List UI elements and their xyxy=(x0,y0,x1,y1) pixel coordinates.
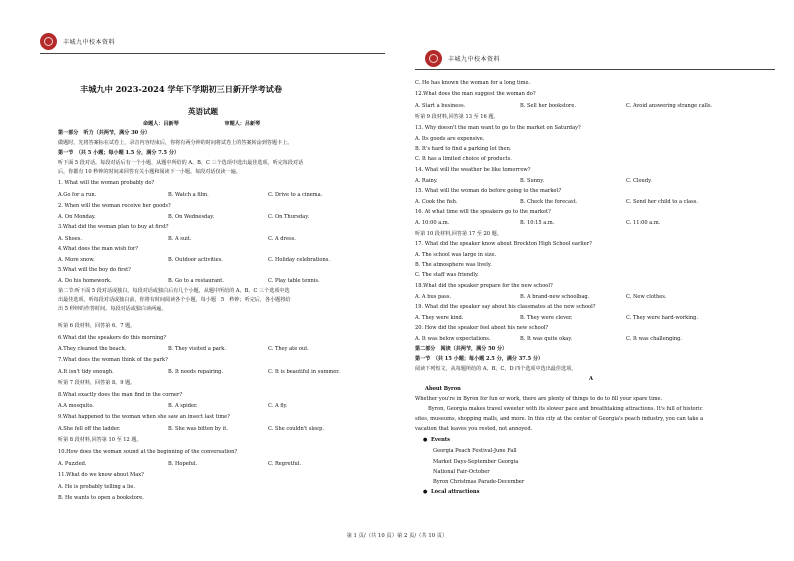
option-b: B. A spider. xyxy=(168,403,198,409)
events-heading xyxy=(423,437,450,443)
page-header xyxy=(40,31,115,51)
part-heading: 第一部分 听力（共两节，满分 30 分） xyxy=(58,130,151,136)
option-b: B. He wants to open a bookstore. xyxy=(58,495,144,501)
page-footer: 第 1 页/（共 10 页）第 2 页/（共 10 页） xyxy=(346,533,448,539)
option-b: B. Sunny. xyxy=(520,178,545,184)
option-a: A.She fell off the ladder. xyxy=(58,426,121,432)
question: 11.What do we know about Max? xyxy=(58,472,144,478)
option-a: A. 10:00 a.m. xyxy=(415,220,450,226)
option-a: A.They cleaned the beach. xyxy=(58,346,127,352)
instructions: 第二节:听下面 5 段对话或独白。每段对话或独白后有几个小题，从题中所给的 A、B、C 三个选项中选 xyxy=(58,288,290,294)
events-label: Events xyxy=(431,437,451,443)
question: 19. What did the speaker say about his classmates at the new school? xyxy=(415,304,596,310)
question: 8.What exactly does the man find in the corner? xyxy=(58,392,183,398)
option-b: B. They visited a park. xyxy=(168,346,226,352)
question: 6.What did the speakers do this morning? xyxy=(58,335,167,341)
option-c: C. Regretful. xyxy=(268,461,301,467)
page-header xyxy=(425,48,500,68)
option-b: B. It was quite okay. xyxy=(520,336,573,342)
option-c: C. Cloudy. xyxy=(626,178,652,184)
option-c: C. It is beautiful in summer. xyxy=(268,369,340,375)
option-b: B. Go to a restaurant. xyxy=(168,278,224,284)
option-a: A.It isn't tidy enough. xyxy=(58,369,114,375)
option-b: B. The atmosphere was lively. xyxy=(415,262,492,268)
attractions-label: Local attractions xyxy=(431,489,480,495)
question: 16. At what time will the speakers go to the market? xyxy=(415,209,551,215)
question: 5.What will the boy do first? xyxy=(58,267,131,273)
paragraph: sites, museums, shopping malls, and more. In this city at the center of Georgia's peach industry, you can take a xyxy=(415,416,704,422)
question: 3.What did the woman plan to buy at first? xyxy=(58,224,169,230)
option-c: C. Play table tennis. xyxy=(268,278,320,284)
instructions: 听下面 5 段对话。每段对话后有一个小题，从题中所给的 A、B、C 三个选项中选出最佳选项。听完每段对话 xyxy=(58,160,304,166)
option-a: A. On Monday. xyxy=(58,214,96,220)
header-text: 丰城九中校本资料 xyxy=(448,55,501,63)
question: 14. What will the weather be like tomorrow? xyxy=(415,167,531,173)
option-b: B. It needs repairing. xyxy=(168,369,224,375)
option-a: A. Cook the fish. xyxy=(415,199,458,205)
option-c: C. On Thursday. xyxy=(268,214,310,220)
material-note: 听第 10 段材料,回答第 17 至 20 题。 xyxy=(415,231,502,237)
section-heading: 第一节 （共 5 小题；每小题 1.5 分，满分 7.5 分） xyxy=(58,150,180,156)
option-b: B. She was bitten by it. xyxy=(168,426,228,432)
attractions-heading xyxy=(423,489,479,495)
option-c: C. Avoid answering strange calls. xyxy=(626,103,713,109)
option-b: B. Hopeful. xyxy=(168,461,198,467)
header-rule xyxy=(40,53,385,54)
event-item: Georgia Peach Festival-June Fall xyxy=(433,448,517,454)
exam-title: 丰城九中 2023-2024 学年下学期初三日新开学考试卷 xyxy=(80,84,283,94)
option-c: C. Send her child to a class. xyxy=(626,199,698,205)
option-a: A. They were kind. xyxy=(415,315,464,321)
bullet-icon: ● xyxy=(423,489,428,495)
question: 12.What does the man suggest the woman do? xyxy=(415,91,536,97)
part-heading: 第二部分 阅读（共两节，满分 50 分） xyxy=(415,346,508,352)
option-b: B. A brand-new schoolbag. xyxy=(520,294,590,300)
question: 13. Why doesn't the man want to go to the market on Saturday? xyxy=(415,125,581,131)
option-a: A. The school was large in size. xyxy=(415,252,497,258)
option-b: B. They were clever. xyxy=(520,315,573,321)
instructions: 做题时，先将答案标在试卷上，录音内容结束后，你将有两分钟的时间将试卷上的答案转涂到答题卡上。 xyxy=(58,140,293,146)
option-b: B. It's hard to find a parking lot then. xyxy=(415,146,512,152)
option-a: A. It was below expectations. xyxy=(415,336,491,342)
option-c: C. It was challenging. xyxy=(626,336,683,342)
option-a: A. More snow. xyxy=(58,257,95,263)
event-item: Market Days-September Georgia xyxy=(433,459,519,465)
option-b: B. 10:15 a.m. xyxy=(520,220,555,226)
option-b: B. A suit. xyxy=(168,236,192,242)
question: 20. How did the speaker feel about his new school? xyxy=(415,325,549,331)
option-a: A.A mosquito. xyxy=(58,403,94,409)
option-b: B. Check the forecast. xyxy=(520,199,578,205)
school-seal-icon xyxy=(425,50,442,67)
question: 4.What does the man wish for? xyxy=(58,246,139,252)
instructions: 后，你都有 10 秒钟的时间来回答有关小题和阅读下一小题。每段对话仅读一遍。 xyxy=(58,169,241,175)
option-a: A.Go for a run. xyxy=(58,192,97,198)
option-c: C. Holiday celebrations. xyxy=(268,257,331,263)
question: 2. When will the woman receive her goods? xyxy=(58,203,171,209)
option-a: A. He is probably telling a lie. xyxy=(58,484,135,490)
bullet-icon: ● xyxy=(423,437,428,443)
option-c: C. A dress. xyxy=(268,236,296,242)
option-b: B. Sell her bookstore. xyxy=(520,103,576,109)
question: 1. What will the woman probably do? xyxy=(58,180,155,186)
option-c: C. New clothes. xyxy=(626,294,667,300)
option-b: B. On Wednesday. xyxy=(168,214,215,220)
option-a: A. Do his homework. xyxy=(58,278,112,284)
header-rule xyxy=(415,69,775,70)
material-note: 听第 6 段材料，回答第 6、7 题。 xyxy=(58,323,136,329)
option-a: A. Shoes. xyxy=(58,236,83,242)
option-a: A. Rainy. xyxy=(415,178,438,184)
question: 18.What did the speaker prepare for the new school? xyxy=(415,283,553,289)
right-page xyxy=(403,0,783,561)
passage-letter: A xyxy=(589,376,593,382)
instructions: 出最佳选项。听每段对话或独白前，你将有时间阅读各个小题，每小题 5 秒钟；听完后，各小题将给 xyxy=(58,297,291,303)
passage-title: About Byron xyxy=(425,386,461,392)
option-c: C. They were hard-working. xyxy=(626,315,699,321)
exam-subtitle: 英语试题 xyxy=(188,107,218,116)
option-c: C. 11:00 a.m. xyxy=(626,220,661,226)
paragraph: Whether you're in Byron for fun or work, there are plenty of things to do to fill your spare time. xyxy=(415,396,663,402)
option-a: A. A bus pass. xyxy=(415,294,452,300)
instructions: 出 5 秒钟的作答时间。每段对话或独白读两遍。 xyxy=(58,306,167,312)
question: 9.What happened to the woman when she saw an insect last time? xyxy=(58,414,230,420)
school-seal-icon xyxy=(40,33,57,50)
event-item: National Fair-October xyxy=(433,469,490,475)
option-a: A. Its goods are expensive. xyxy=(415,136,485,142)
left-page xyxy=(18,0,398,561)
material-note: 听第 7 段材料，回答第 8、9 题。 xyxy=(58,380,136,386)
option-a: A. Start a business. xyxy=(415,103,466,109)
question: 7.What does the woman think of the park? xyxy=(58,357,168,363)
header-text: 丰城九中校本资料 xyxy=(63,38,116,46)
question: 17. What did the speaker know about Brockton High School earlier? xyxy=(415,241,592,247)
option-c: C. They ate out. xyxy=(268,346,309,352)
authors: 命题人：吕新琴 审题人：吕新琴 xyxy=(143,121,261,127)
question: 15. What will the woman do before going to the market? xyxy=(415,188,562,194)
option-c: C. Drive to a cinema. xyxy=(268,192,323,198)
material-note: 听第 9 段材料,回答第 13 至 16 题。 xyxy=(415,114,499,120)
option-c: C. He has known the woman for a long time. xyxy=(415,80,531,86)
instructions: 阅读下列短文，从每题所给的 A、B、C、D 四个选项中选出最佳选项。 xyxy=(415,366,577,372)
option-c: C. The staff was friendly. xyxy=(415,272,479,278)
option-b: B. Outdoor activities. xyxy=(168,257,223,263)
option-c: C. It has a limited choice of products. xyxy=(415,156,512,162)
option-c: C. She couldn't sleep. xyxy=(268,426,324,432)
paragraph: vacation that leaves you rested, not annoyed. xyxy=(415,426,533,432)
option-b: B. Watch a film. xyxy=(168,192,209,198)
option-a: A. Puzzled. xyxy=(58,461,87,467)
section-heading: 第一节 （共 15 小题；每小题 2.5 分，满分 37.5 分） xyxy=(415,356,544,362)
paragraph: Byron, Georgia makes travel sweeter with its slower pace and breathtaking attractions. It's full of historic xyxy=(428,406,703,412)
material-note: 听第 8 段材料,回答第 10 至 12 题。 xyxy=(58,437,142,443)
event-item: Byron Christmas Parade-December xyxy=(433,479,525,485)
option-c: C. A fly. xyxy=(268,403,288,409)
question: 10.How does the woman sound at the beginning of the conversation? xyxy=(58,449,238,455)
